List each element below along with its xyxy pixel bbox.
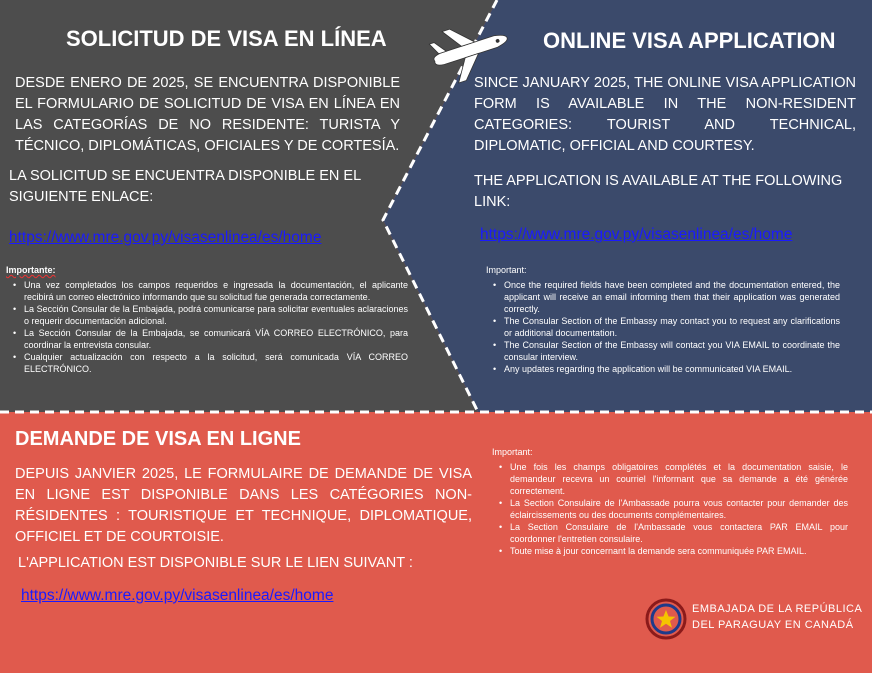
en-note: • Once the required fields have been completed and the documentation entered, the applicant will receive an email informing them that their application was generated correctly.	[504, 279, 840, 315]
en-link-intro: THE APPLICATION IS AVAILABLE AT THE FOLLOWING LINK:	[474, 173, 843, 210]
fr-note: • La Section Consulaire de l'Ambassade pourra vous contacter pour demander des éclaircissements ou des documents complémentaires.	[510, 497, 848, 521]
embassy-emblem-icon	[645, 598, 687, 640]
embassy-name-line1: EMBAJADA DE LA REPÚBLICA	[692, 603, 863, 615]
es-link-intro: LA SOLICITUD SE ENCUENTRA DISPONIBLE EN EL SIGUIENTE ENLACE:	[9, 168, 361, 205]
fr-link-intro: L'APPLICATION EST DISPONIBLE SUR LE LIEN SUIVANT :	[18, 555, 413, 571]
en-note: • The Consular Section of the Embassy will contact you VIA EMAIL to coordinate the consular interview.	[504, 339, 840, 363]
es-intro: DESDE ENERO DE 2025, SE ENCUENTRA DISPONIBLE EL FORMULARIO DE SOLICITUD DE VISA EN LÍNEA EN LAS CATEGORÍAS DE NO RESIDENTE: TURISTA Y TÉCNICO, DIPLOMÁTICAS, OFICIALES Y DE CORTESÍA.	[15, 75, 400, 154]
es-title: SOLICITUD DE VISA EN LÍNEA	[66, 26, 387, 51]
fr-note: • Une fois les champs obligatoires complétés et la documentation saisie, le demandeur recevra un courriel l'informant que sa demande a été générée correctement.	[510, 461, 848, 497]
fr-important-heading: Important:	[492, 447, 533, 457]
fr-note: • Toute mise à jour concernant la demande sera communiquée PAR EMAIL.	[510, 545, 848, 557]
en-note: • The Consular Section of the Embassy may contact you to request any clarifications or additional documentation.	[504, 315, 840, 339]
es-note: • Cualquier actualización con respecto a la solicitud, será comunicada VÍA CORREO ELECTRÓNICO.	[24, 351, 408, 375]
es-important-heading: Importante:	[6, 265, 56, 275]
en-intro: SINCE JANUARY 2025, THE ONLINE VISA APPLICATION FORM IS AVAILABLE IN THE NON-RESIDENT CATEGORIES: TOURIST AND TECHNICAL, DIPLOMATIC, OFFICIAL AND COURTESY.	[474, 75, 856, 154]
es-important	[6, 264, 408, 375]
fr-title: DEMANDE DE VISA EN LIGNE	[15, 428, 301, 450]
fr-link[interactable]: https://www.mre.gov.py/visasenlinea/es/home	[21, 587, 334, 604]
fr-note: • La Section Consulaire de l'Ambassade vous contactera PAR EMAIL pour coordonner l'entretien consulaire.	[510, 521, 848, 545]
es-note: • Una vez completados los campos requeridos e ingresada la documentación, el aplicante recibirá un correo electrónico informando que su solicitud fue generada correctamente.	[24, 279, 408, 303]
fr-intro: DEPUIS JANVIER 2025, LE FORMULAIRE DE DEMANDE DE VISA EN LIGNE EST DISPONIBLE DANS LES CATÉGORIES NON-RÉSIDENTES : TOURISTIQUE ET TECHNIQUE, DIPLOMATIQUE, OFFICIEL ET DE COURTOISIE.	[15, 466, 472, 545]
embassy-name	[692, 601, 862, 633]
es-note: • La Sección Consular de la Embajada, podrá comunicarse para solicitar eventuales aclaraciones o requerir documentación adicional.	[24, 303, 408, 327]
es-note: • La Sección Consular de la Embajada, se comunicará VÍA CORREO ELECTRÓNICO, para coordinar la entrevista consular.	[24, 327, 408, 351]
fr-important	[492, 446, 848, 557]
en-note: • Any updates regarding the application will be communicated VIA EMAIL.	[504, 363, 840, 375]
en-important-heading: Important:	[486, 265, 527, 275]
en-link[interactable]: https://www.mre.gov.py/visasenlinea/es/home	[480, 226, 793, 243]
es-link[interactable]: https://www.mre.gov.py/visasenlinea/es/home	[9, 229, 322, 246]
embassy-name-line2: DEL PARAGUAY EN CANADÁ	[692, 619, 854, 631]
en-title: ONLINE VISA APPLICATION	[543, 28, 836, 53]
en-important	[486, 264, 840, 375]
